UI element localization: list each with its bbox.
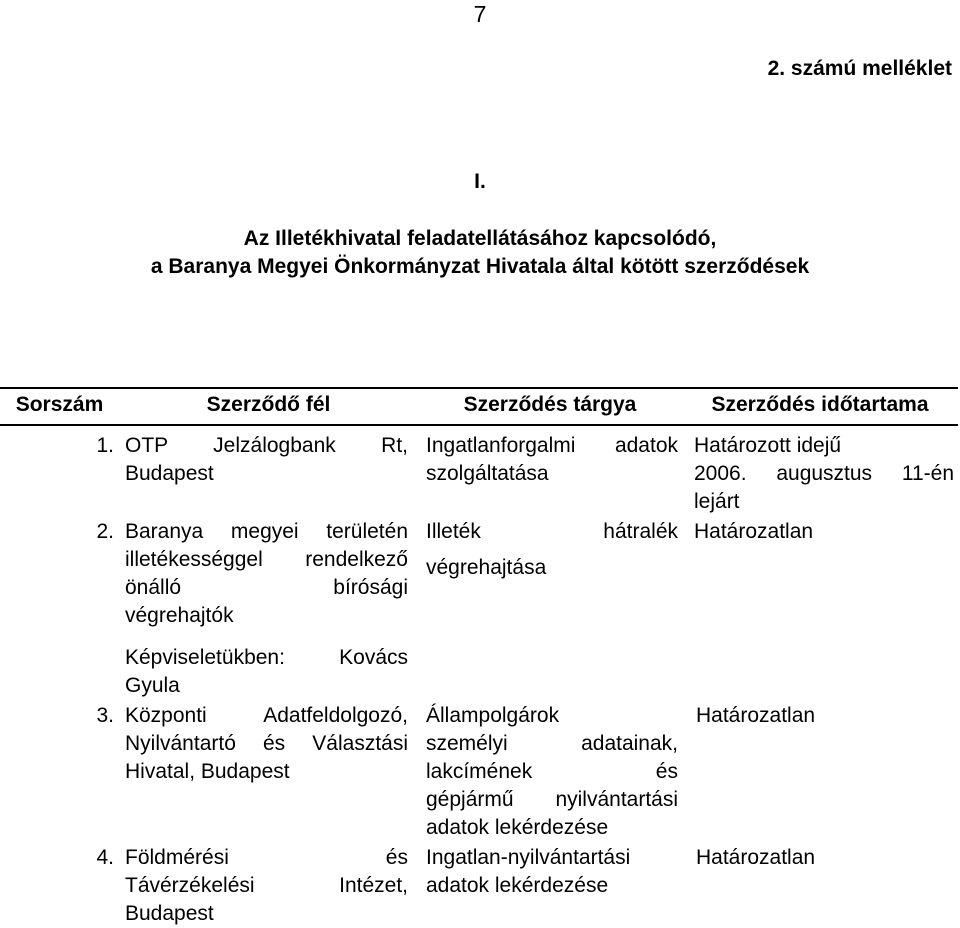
title-line-2: a Baranya Megyei Önkormányzat Hivatala által kötött szerződések [150, 255, 810, 278]
subject-line: Illeték hátralék [426, 520, 678, 543]
duration-line: Határozatlan [694, 520, 814, 543]
duration-line: 2006. augusztus 11-én [694, 462, 954, 485]
header-party: Szerződő fél [119, 388, 418, 425]
contract-party [119, 425, 418, 516]
party-line: Budapest [125, 902, 214, 925]
title-line-1: Az Illetékhivatal feladatellátásához kapcsolódó, [243, 227, 717, 250]
contract-duration [682, 425, 958, 516]
party-line: Hivatal, Budapest [125, 760, 290, 783]
subject-line: Állampolgárok [426, 704, 560, 727]
duration-line: lejárt [694, 490, 740, 513]
contract-duration [682, 842, 958, 928]
table-header-row [0, 388, 958, 425]
table-row [0, 516, 958, 700]
contract-party [119, 842, 418, 928]
subject-line: Ingatlan-nyilvántartási [426, 846, 631, 869]
table-row [0, 700, 958, 842]
duration-line: Határozatlan [696, 846, 816, 869]
header-subject: Szerződés tárgya [418, 388, 682, 425]
contract-subject [418, 700, 682, 842]
page-number: 7 [473, 1, 487, 27]
party-line: önálló bírósági [125, 576, 408, 599]
row-number: 3. [96, 704, 114, 727]
party-line: illetékességgel rendelkező [125, 548, 408, 571]
contract-subject [418, 842, 682, 928]
subject-line: gépjármű nyilvántartási [426, 788, 678, 811]
party-line: Nyilvántartó és Választási [125, 732, 408, 755]
subject-line: szolgáltatása [426, 462, 549, 485]
table-row [0, 842, 958, 928]
party-line: Központi Adatfeldolgozó, [125, 704, 408, 727]
row-number: 2. [96, 520, 114, 543]
subject-line: lakcímének és [426, 760, 678, 783]
subject-line: adatok lekérdezése [426, 874, 609, 897]
document-title [0, 225, 960, 281]
row-number: 1. [96, 434, 114, 457]
party-line: Baranya megyei területén [125, 520, 408, 543]
party-representative: Képviseletükben: Kovács [125, 646, 408, 669]
subject-line: adatok lekérdezése [426, 816, 609, 839]
row-number: 4. [96, 846, 114, 869]
header-duration: Szerződés időtartama [682, 388, 958, 425]
contracts-table-wrapper [0, 387, 958, 928]
contract-duration [682, 516, 958, 700]
party-line: végrehajtók [125, 604, 234, 627]
party-line: Földmérési és [125, 846, 408, 869]
duration-line: Határozott idejű [694, 434, 842, 457]
party-line: OTP Jelzálogbank Rt, [125, 434, 408, 457]
annex-label: 2. számú melléklet [767, 57, 952, 80]
contract-subject [418, 425, 682, 516]
party-line: Távérzékelési Intézet, [125, 874, 408, 897]
table-row [0, 425, 958, 516]
contract-subject [418, 516, 682, 700]
subject-line: Ingatlanforgalmi adatok [426, 434, 678, 457]
duration-line: Határozatlan [696, 704, 816, 727]
subject-line: személyi adatainak, [426, 732, 678, 755]
section-number: I. [474, 170, 486, 193]
contract-party [119, 516, 418, 700]
party-representative-name: Gyula [125, 674, 180, 697]
contract-party [119, 700, 418, 842]
header-serial: Sorszám [0, 388, 119, 425]
party-line: Budapest [125, 462, 214, 485]
subject-line: végrehajtása [426, 556, 547, 579]
contracts-table [0, 387, 958, 928]
contract-duration [682, 700, 958, 842]
